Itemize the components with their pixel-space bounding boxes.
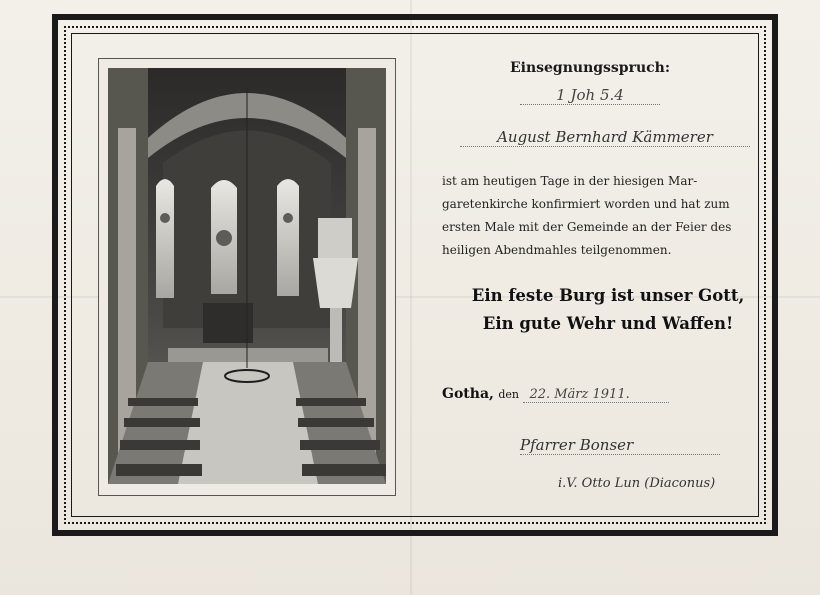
confirmand-name: August Bernhard Kämmerer	[460, 128, 750, 147]
motto-line: Ein feste Burg ist unser Gott,	[471, 286, 745, 305]
confirmation-verse: 1 Joh 5.4	[520, 86, 660, 105]
statement-line: ersten Male mit der Gemeinde an der Feier des	[442, 220, 732, 234]
confirmation-statement	[442, 170, 742, 262]
hymn-motto	[458, 282, 758, 338]
certificate-text-area	[420, 50, 760, 510]
statement-line: garetenkirche konfirmiert worden und hat zum	[442, 197, 730, 211]
deacon-signature: i.V. Otto Lun (Diaconus)	[558, 476, 716, 491]
place-date-line	[442, 386, 752, 403]
pastor-signature: Pfarrer Bonser	[520, 436, 720, 455]
city-name: Gotha,	[442, 386, 494, 402]
date-prefix: den	[498, 388, 519, 401]
certificate-heading: Einsegnungsspruch:	[509, 60, 671, 76]
church-interior-illustration	[108, 68, 386, 484]
statement-line: ist am heutigen Tage in der hiesigen Mar-	[442, 174, 698, 188]
church-interior-photo	[108, 68, 386, 484]
motto-line: Ein gute Wehr und Waffen!	[482, 314, 734, 333]
statement-line: heiligen Abendmahles teilgenommen.	[442, 243, 672, 257]
confirmation-date: 22. März 1911.	[523, 387, 669, 403]
